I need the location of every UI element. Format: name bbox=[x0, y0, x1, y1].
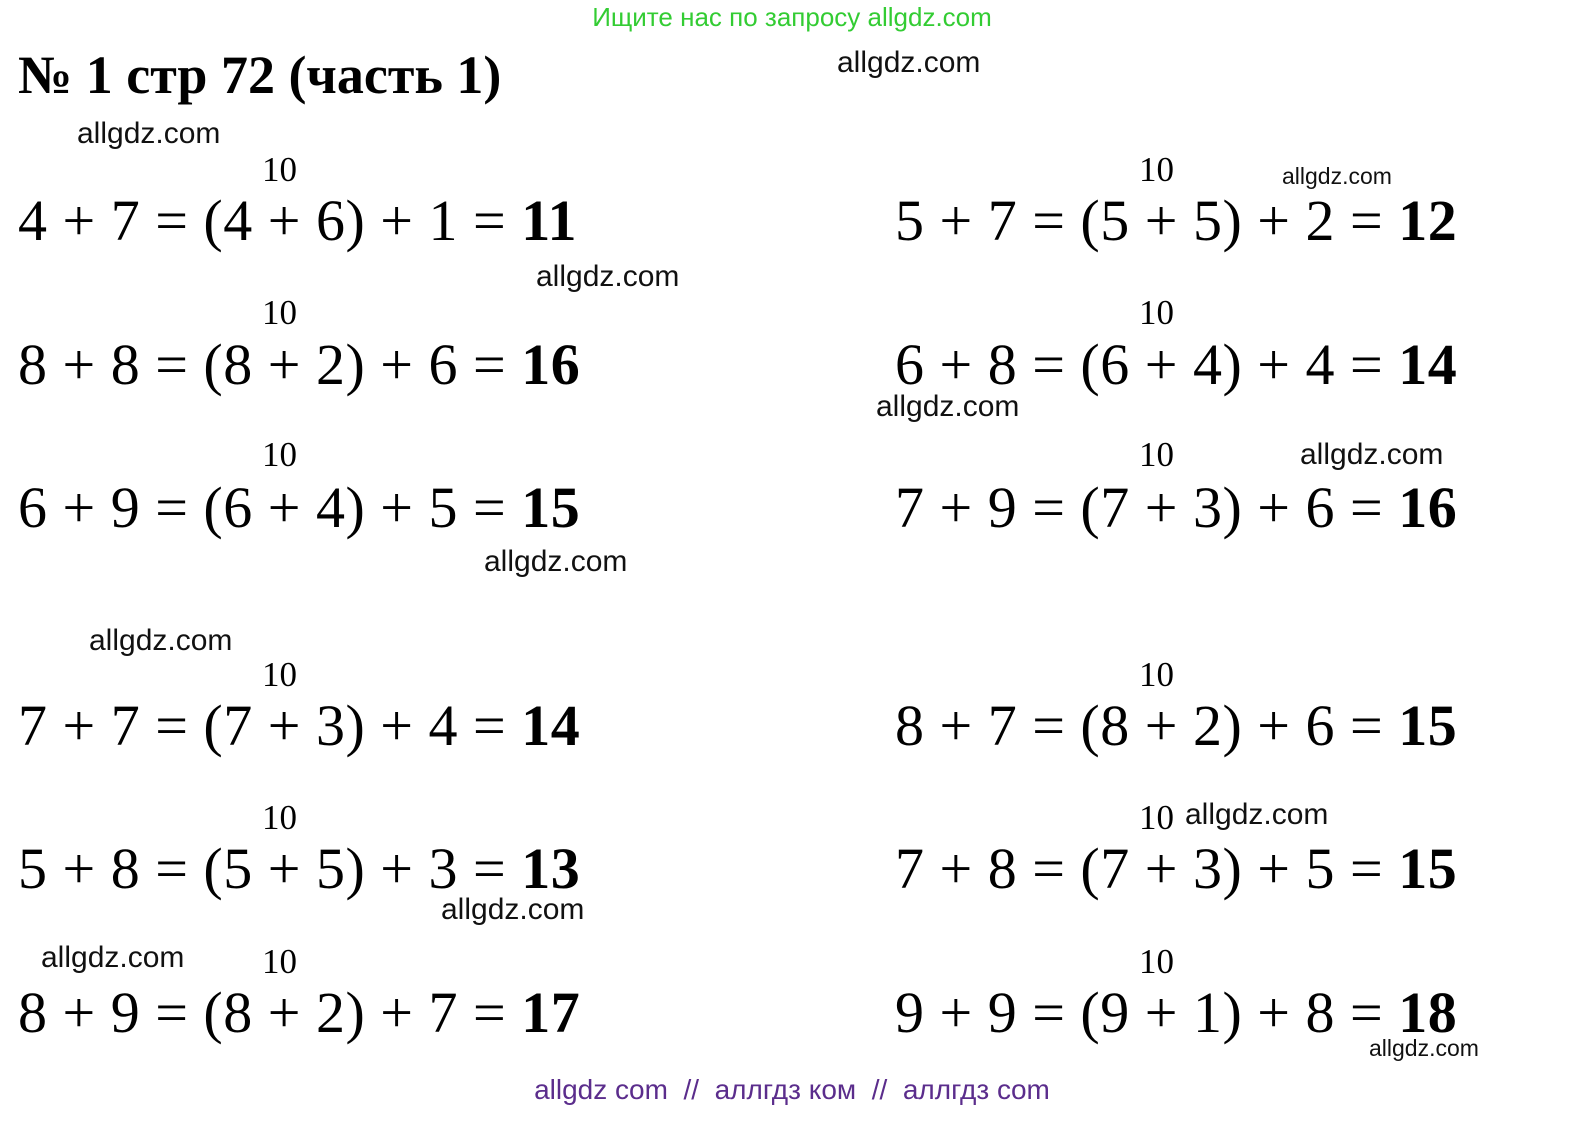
watermark: allgdz.com bbox=[441, 893, 585, 926]
equation-expression: 5 + 7 = (5 + 5) + 2 = bbox=[895, 188, 1399, 253]
equation bbox=[895, 332, 1458, 397]
equation-answer: 16 bbox=[1398, 475, 1458, 540]
watermark: allgdz.com bbox=[41, 941, 185, 974]
equation-expression: 8 + 7 = (8 + 2) + 6 = bbox=[895, 693, 1399, 758]
equation-answer: 15 bbox=[521, 475, 581, 540]
equation-answer: 15 bbox=[1398, 836, 1458, 901]
equation-answer: 12 bbox=[1398, 188, 1458, 253]
equation-answer: 11 bbox=[521, 188, 577, 253]
footer-watermark: allgdz com // аллгдз ком // аллгдз com bbox=[534, 1074, 1050, 1105]
watermark: allgdz.com bbox=[536, 260, 680, 293]
equation bbox=[18, 188, 577, 253]
equation bbox=[895, 980, 1458, 1045]
equation bbox=[18, 836, 581, 901]
watermark: allgdz.com bbox=[876, 390, 1020, 423]
equation-answer: 15 bbox=[1398, 693, 1458, 758]
tens-label: 10 bbox=[1139, 435, 1174, 474]
tens-label: 10 bbox=[262, 435, 297, 474]
watermark: allgdz.com bbox=[1282, 163, 1392, 189]
watermark: allgdz.com bbox=[1185, 798, 1329, 831]
equation bbox=[18, 693, 581, 758]
equation bbox=[895, 475, 1458, 540]
tens-label: 10 bbox=[1139, 798, 1174, 837]
watermark: allgdz.com bbox=[89, 624, 233, 657]
equation-answer: 14 bbox=[1398, 332, 1458, 397]
equation bbox=[18, 332, 581, 397]
equation-expression: 5 + 8 = (5 + 5) + 3 = bbox=[18, 836, 522, 901]
tens-label: 10 bbox=[1139, 150, 1174, 189]
watermark: allgdz.com bbox=[1300, 438, 1444, 471]
tens-label: 10 bbox=[1139, 293, 1174, 332]
tens-label: 10 bbox=[1139, 942, 1174, 981]
equation-answer: 17 bbox=[521, 980, 581, 1045]
equation bbox=[895, 188, 1458, 253]
equation bbox=[18, 475, 581, 540]
equation-expression: 7 + 9 = (7 + 3) + 6 = bbox=[895, 475, 1399, 540]
equation-answer: 16 bbox=[521, 332, 581, 397]
tens-label: 10 bbox=[262, 655, 297, 694]
watermark: allgdz.com bbox=[77, 117, 221, 150]
watermark: allgdz.com bbox=[1369, 1035, 1479, 1061]
tens-label: 10 bbox=[262, 150, 297, 189]
equation-expression: 6 + 9 = (6 + 4) + 5 = bbox=[18, 475, 522, 540]
equation-expression: 8 + 9 = (8 + 2) + 7 = bbox=[18, 980, 522, 1045]
equation bbox=[18, 980, 581, 1045]
search-banner: Ищите нас по запросу allgdz.com bbox=[592, 2, 992, 32]
watermark: allgdz.com bbox=[837, 46, 981, 79]
tens-label: 10 bbox=[262, 942, 297, 981]
tens-label: 10 bbox=[262, 798, 297, 837]
equation-expression: 4 + 7 = (4 + 6) + 1 = bbox=[18, 188, 522, 253]
equation-expression: 8 + 8 = (8 + 2) + 6 = bbox=[18, 332, 522, 397]
equation-expression: 7 + 8 = (7 + 3) + 5 = bbox=[895, 836, 1399, 901]
equation-answer: 13 bbox=[521, 836, 581, 901]
tens-label: 10 bbox=[1139, 655, 1174, 694]
equation-expression: 9 + 9 = (9 + 1) + 8 = bbox=[895, 980, 1399, 1045]
watermark: allgdz.com bbox=[484, 545, 628, 578]
tens-label: 10 bbox=[262, 293, 297, 332]
equation-answer: 14 bbox=[521, 693, 581, 758]
equation-expression: 7 + 7 = (7 + 3) + 4 = bbox=[18, 693, 522, 758]
equation bbox=[895, 693, 1458, 758]
equation-answer: 18 bbox=[1398, 980, 1458, 1045]
page-title: № 1 стр 72 (часть 1) bbox=[18, 45, 502, 105]
equation-expression: 6 + 8 = (6 + 4) + 4 = bbox=[895, 332, 1399, 397]
equation bbox=[895, 836, 1458, 901]
